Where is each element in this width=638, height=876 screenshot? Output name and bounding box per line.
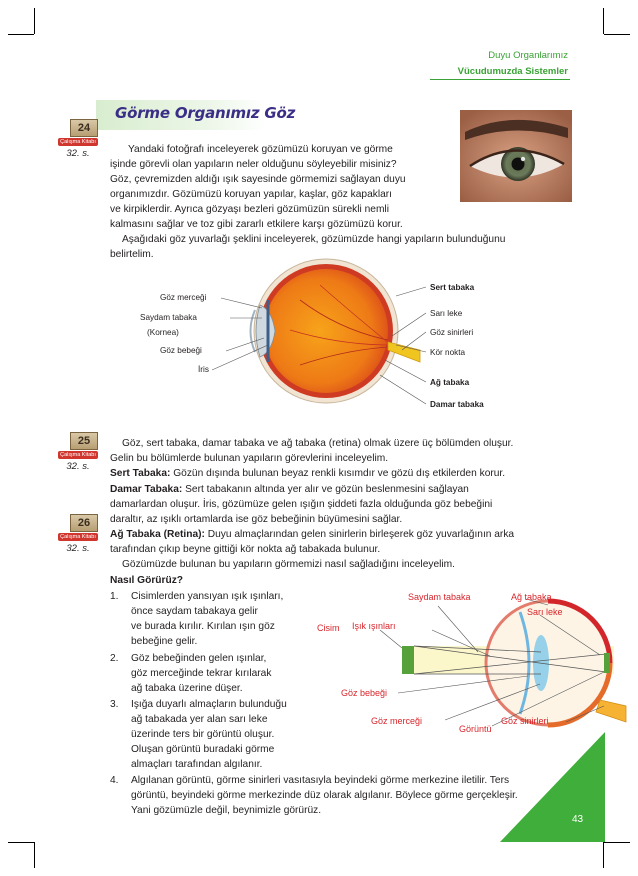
label-iris: İris xyxy=(198,365,209,374)
subheading-nasil-goruruz: Nasıl Görürüz? xyxy=(110,575,184,586)
badge-label: Çalışma Kitabı xyxy=(58,451,98,459)
v-label-ag-tabaka: Ağ tabaka xyxy=(511,592,552,602)
intro-line: Göz, çevremizden aldığı ışık sayesinde görmemizi sağlayan duyu xyxy=(110,174,406,185)
page-title: Görme Organımız Göz xyxy=(115,104,296,122)
step-4-line: Yani gözümüzle değil, beynimizle görürüz. xyxy=(131,805,322,816)
ag-tabaka-text: Duyu almaçlarından gelen sinirlerin birleşerek göz yuvarlağının arka xyxy=(204,529,515,540)
step-2-line: Göz bebeğinden gelen ışınlar, xyxy=(131,653,267,664)
intro-line: kalmasını sağlar ve toz gibi zararlı etkilere karşı gözümüzü korur. xyxy=(110,219,403,230)
header-unit: Vücudumuzda Sistemler xyxy=(457,66,568,77)
badge-number: 25 xyxy=(70,432,98,450)
body-line: Gelin bu bölümlerde bulunan yapıların görevlerini inceleyelim. xyxy=(110,453,389,464)
badge-number: 26 xyxy=(70,514,98,532)
header-section: Duyu Organlarımız xyxy=(488,50,568,61)
step-1-line: önce saydam tabakaya gelir xyxy=(131,606,258,617)
step-3-line: üzerinde ters bir görüntü oluşur. xyxy=(131,729,275,740)
badge-label: Çalışma Kitabı xyxy=(58,533,98,541)
step-2-line: göz merceğinde tekrar kırılarak xyxy=(131,668,272,679)
v-label-goz-bebegi: Göz bebeği xyxy=(341,688,388,698)
body-line: daraltır, az ışıklı ortamlarda ise göz bebeğinin büyümesini sağlar. xyxy=(110,514,403,525)
label-sari-leke: Sarı leke xyxy=(430,309,463,318)
v-label-sari-leke: Sarı leke xyxy=(527,607,563,617)
step-3-line: ağ tabakada yer alan sarı leke xyxy=(131,714,268,725)
intro-line: Aşağıdaki göz yuvarlağı şeklini inceleyerek, gözümüzde hangi yapıların bulunduğunu xyxy=(122,234,506,245)
intro-line: Yandaki fotoğrafı inceleyerek gözümüzü koruyan ve görme xyxy=(128,144,393,155)
label-kor-nokta: Kör nokta xyxy=(430,348,466,357)
label-damar-tabaka: Damar tabaka xyxy=(430,400,484,409)
label-goz-sinirleri: Göz sinirleri xyxy=(430,328,474,337)
step-1-line: ve burada kırılır. Kırılan ışın göz xyxy=(131,621,275,632)
badge-number: 24 xyxy=(70,119,98,137)
step-3-line: Oluşan görüntü buradaki görme xyxy=(131,744,275,755)
page-number: 43 xyxy=(572,814,584,825)
body-line: Göz, sert tabaka, damar tabaka ve ağ tabaka (retina) olmak üzere üç bölümden oluşur. xyxy=(122,438,514,449)
body-line: Gözümüzde bulunan bu yapıların görmemizi nasıl sağladığını inceleyelim. xyxy=(122,559,455,570)
step-3-line: Işığa duyarlı almaçların bulunduğu xyxy=(131,699,287,710)
intro-line: ve kirpiklerdir. Ayrıca gözyaşı bezleri gözümüzün sürekli nemli xyxy=(110,204,389,215)
corner-triangle xyxy=(500,732,605,842)
badge-page: 32. s. xyxy=(66,148,90,159)
step-number: 3. xyxy=(110,699,119,710)
v-label-cisim: Cisim xyxy=(317,623,340,633)
v-label-isik-isinlari: Işık ışınları xyxy=(352,621,396,631)
label-goz-bebegi: Göz bebeği xyxy=(160,346,202,355)
label-sert-tabaka: Sert tabaka xyxy=(430,283,475,292)
term-ag-tabaka: Ağ Tabaka (Retina): xyxy=(110,529,205,540)
damar-tabaka-text: Sert tabakanın altında yer alır ve gözün beslenmesini sağlayan xyxy=(182,484,469,495)
label-goz-mercegi: Göz merceği xyxy=(160,293,207,302)
step-number: 2. xyxy=(110,653,119,664)
intro-line: işinde görevli olan yapıların neler olduğunu söyleyebilir misiniz? xyxy=(110,159,397,170)
label-kornea: (Kornea) xyxy=(147,328,179,337)
label-saydam-tabaka: Saydam tabaka xyxy=(140,313,197,322)
body-line: damarlardan oluşur. İris, gözümüze gelen ışığın şiddeti fazla olduğunda göz bebeğini xyxy=(110,499,493,510)
v-label-goz-mercegi: Göz merceği xyxy=(371,716,423,726)
badge-page: 32. s. xyxy=(66,543,90,554)
label-ag-tabaka: Ağ tabaka xyxy=(430,378,470,387)
step-1-line: Cisimlerden yansıyan ışık ışınları, xyxy=(131,591,284,602)
v-label-goruntu: Görüntü xyxy=(459,724,492,734)
sert-tabaka-text: Gözün dışında bulunan beyaz renkli kısımdır ve gözü dış etkilerden korur. xyxy=(170,468,506,479)
badge-page: 32. s. xyxy=(66,461,90,472)
step-4-line: görüntü, beyindeki görme merkezinde düz olarak algılanır. Böylece görme gerçekleşir. xyxy=(131,790,518,801)
intro-line: belirtelim. xyxy=(110,249,154,260)
step-1-line: bebeğine gelir. xyxy=(131,636,198,647)
step-number: 1. xyxy=(110,591,119,602)
step-3-line: almaçları tarafından algılanır. xyxy=(131,759,263,770)
badge-label: Çalışma Kitabı xyxy=(58,138,98,146)
v-label-goz-sinirleri: Göz sinirleri xyxy=(501,716,549,726)
term-sert-tabaka: Sert Tabaka: xyxy=(110,468,171,479)
v-label-saydam-tabaka: Saydam tabaka xyxy=(408,592,471,602)
intro-line: organımızdır. Gözümüzü koruyan yapılar, kaşlar, göz kapakları xyxy=(110,189,392,200)
step-2-line: ağ tabaka üzerine düşer. xyxy=(131,683,243,694)
term-damar-tabaka: Damar Tabaka: xyxy=(110,484,183,495)
step-4-line: Algılanan görüntü, görme sinirleri vasıtasıyla beyindeki görme merkezine iletilir. Ters xyxy=(131,775,510,786)
body-line: tarafından çıkıp beyne gittiği kör nokta ağ tabakada bulunur. xyxy=(110,544,381,555)
step-number: 4. xyxy=(110,775,119,786)
